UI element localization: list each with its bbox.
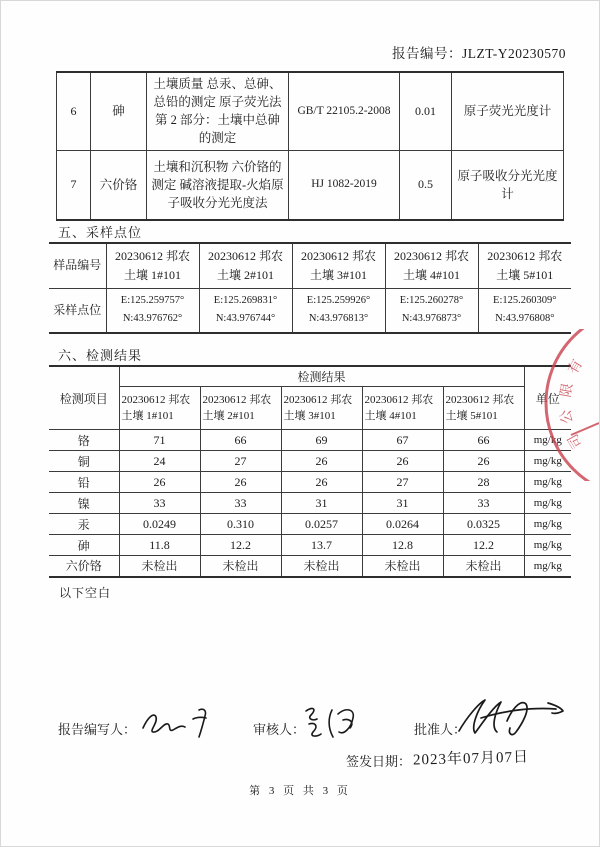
result-value: 69 <box>281 430 362 451</box>
sample-coordinates <box>199 288 292 333</box>
result-value: 未检出 <box>362 556 443 577</box>
coordinate-n: N:43.976762° <box>122 313 183 325</box>
result-unit: mg/kg <box>524 535 571 556</box>
coordinate-n: N:43.976744° <box>215 313 276 325</box>
result-value: 0.0249 <box>119 514 200 535</box>
result-value: 26 <box>119 472 200 493</box>
result-unit: mg/kg <box>524 472 571 493</box>
results-item-col-header: 检测项目 <box>49 366 119 430</box>
result-item: 六价铬 <box>49 556 119 577</box>
sample-coordinates <box>292 288 385 333</box>
result-sample-name: 20230612 邦农土壤 2#101 <box>200 387 281 430</box>
method-standard: HJ 1082-2019 <box>289 150 400 220</box>
result-value: 未检出 <box>443 556 524 577</box>
result-value: 67 <box>362 430 443 451</box>
results-group-header: 检测结果 <box>119 366 524 387</box>
result-value: 26 <box>362 451 443 472</box>
report-number-label: 报告编号： <box>392 46 462 61</box>
result-value: 0.310 <box>200 514 281 535</box>
section-title-sampling: 五、采样点位 <box>58 225 143 240</box>
method-item: 六价铬 <box>91 150 147 220</box>
result-value: 66 <box>200 430 281 451</box>
result-item: 铅 <box>49 472 119 493</box>
coordinate-n: N:43.976873° <box>401 313 462 325</box>
result-item: 镍 <box>49 493 119 514</box>
result-row <box>49 556 571 577</box>
seal-char: 公 <box>558 408 577 425</box>
result-unit: mg/kg <box>524 556 571 577</box>
report-number-value: JLZT-Y20230570 <box>462 46 566 61</box>
coordinate-e: E:125.260309° <box>493 294 557 306</box>
result-value: 未检出 <box>119 556 200 577</box>
result-value: 27 <box>362 472 443 493</box>
seal-char: 限 <box>558 382 577 399</box>
sample-name: 20230612 邦农土壤 2#101 <box>199 243 292 288</box>
result-value: 27 <box>200 451 281 472</box>
result-value: 26 <box>200 472 281 493</box>
method-item: 砷 <box>91 72 147 150</box>
result-sample-name: 20230612 邦农土壤 4#101 <box>362 387 443 430</box>
result-value: 13.7 <box>281 535 362 556</box>
result-sample-name: 20230612 邦农土壤 3#101 <box>281 387 362 430</box>
sample-name: 20230612 邦农土壤 3#101 <box>292 243 385 288</box>
sample-coordinates <box>478 288 571 333</box>
result-row <box>49 514 571 535</box>
method-no: 6 <box>57 72 91 150</box>
section-title-results: 六、检测结果 <box>58 348 143 363</box>
report-writer-label: 报告编写人： <box>58 722 137 737</box>
result-value: 28 <box>443 472 524 493</box>
result-unit: mg/kg <box>524 493 571 514</box>
results-sample-header-row <box>49 387 571 430</box>
method-limit: 0.5 <box>400 150 452 220</box>
page-footer: 第 3 页 共 3 页 <box>249 785 351 797</box>
report-number <box>392 42 566 62</box>
sample-coordinates <box>385 288 478 333</box>
result-value: 0.0264 <box>362 514 443 535</box>
result-value: 31 <box>362 493 443 514</box>
method-name: 土壤质量 总汞、总砷、总铅的测定 原子荧光法 第 2 部分：土壤中总砷的测定 <box>147 72 289 150</box>
result-sample-name: 20230612 邦农土壤 1#101 <box>119 387 200 430</box>
result-value: 26 <box>281 451 362 472</box>
result-item: 铬 <box>49 430 119 451</box>
methods-table <box>56 71 564 221</box>
method-instrument: 原子荧光光度计 <box>452 72 564 150</box>
coordinate-n: N:43.976808° <box>495 313 555 325</box>
result-item: 汞 <box>49 514 119 535</box>
result-value: 33 <box>200 493 281 514</box>
methods-row <box>57 150 564 220</box>
coordinate-e: E:125.260278° <box>399 294 464 306</box>
result-unit: mg/kg <box>524 430 571 451</box>
result-value: 12.2 <box>443 535 524 556</box>
result-value: 未检出 <box>281 556 362 577</box>
result-value: 0.0325 <box>443 514 524 535</box>
result-value: 0.0257 <box>281 514 362 535</box>
result-row <box>49 451 571 472</box>
writer-signature <box>139 704 219 744</box>
result-value: 26 <box>281 472 362 493</box>
result-row <box>49 430 571 451</box>
result-item: 铜 <box>49 451 119 472</box>
sample-no-row <box>49 243 571 288</box>
sample-name: 20230612 邦农土壤 4#101 <box>385 243 478 288</box>
coordinate-e: E:125.269831° <box>213 294 278 306</box>
coordinate-n: N:43.976813° <box>308 313 369 325</box>
result-value: 26 <box>443 451 524 472</box>
result-value: 33 <box>443 493 524 514</box>
sampling-table <box>49 242 571 334</box>
results-table <box>49 365 571 578</box>
sample-name: 20230612 邦农土壤 1#101 <box>106 243 199 288</box>
sample-point-row <box>49 288 571 333</box>
result-row <box>49 472 571 493</box>
results-unit-col-header: 单位 <box>524 366 571 430</box>
coordinate-e: E:125.259926° <box>306 294 371 306</box>
result-value: 66 <box>443 430 524 451</box>
result-value: 33 <box>119 493 200 514</box>
coordinate-e: E:125.259757° <box>120 294 185 306</box>
approver-signature <box>451 691 571 743</box>
reviewer-signature <box>298 701 368 745</box>
issue-date-value: 2023年07月07日 <box>412 749 530 769</box>
approver-label: 批准人： <box>414 722 467 737</box>
issue-date-label: 签发日期： <box>346 754 412 769</box>
result-item: 砷 <box>49 535 119 556</box>
result-row <box>49 535 571 556</box>
result-value: 71 <box>119 430 200 451</box>
results-header-row <box>49 366 571 387</box>
result-sample-name: 20230612 邦农土壤 5#101 <box>443 387 524 430</box>
sample-no-label: 样品编号 <box>49 243 106 288</box>
result-unit: mg/kg <box>524 514 571 535</box>
result-value: 31 <box>281 493 362 514</box>
sample-coordinates <box>106 288 199 333</box>
sample-point-label: 采样点位 <box>49 288 106 333</box>
result-value: 11.8 <box>119 535 200 556</box>
result-value: 24 <box>119 451 200 472</box>
method-standard: GB/T 22105.2-2008 <box>289 72 400 150</box>
reviewer-label: 审核人： <box>253 722 306 737</box>
result-value: 12.8 <box>362 535 443 556</box>
result-value: 未检出 <box>200 556 281 577</box>
result-value: 12.2 <box>200 535 281 556</box>
seal-char: 有 <box>565 357 586 378</box>
blank-below-note: 以下空白 <box>59 586 112 600</box>
method-limit: 0.01 <box>400 72 452 150</box>
seal-char: 司 <box>565 430 586 451</box>
result-row <box>49 493 571 514</box>
sample-name: 20230612 邦农土壤 5#101 <box>478 243 571 288</box>
method-no: 7 <box>57 150 91 220</box>
method-instrument: 原子吸收分光光度计 <box>452 150 564 220</box>
methods-row <box>57 72 564 150</box>
result-unit: mg/kg <box>524 451 571 472</box>
method-name: 土壤和沉积物 六价铬的测定 碱溶液提取-火焰原子吸收分光光度法 <box>147 150 289 220</box>
